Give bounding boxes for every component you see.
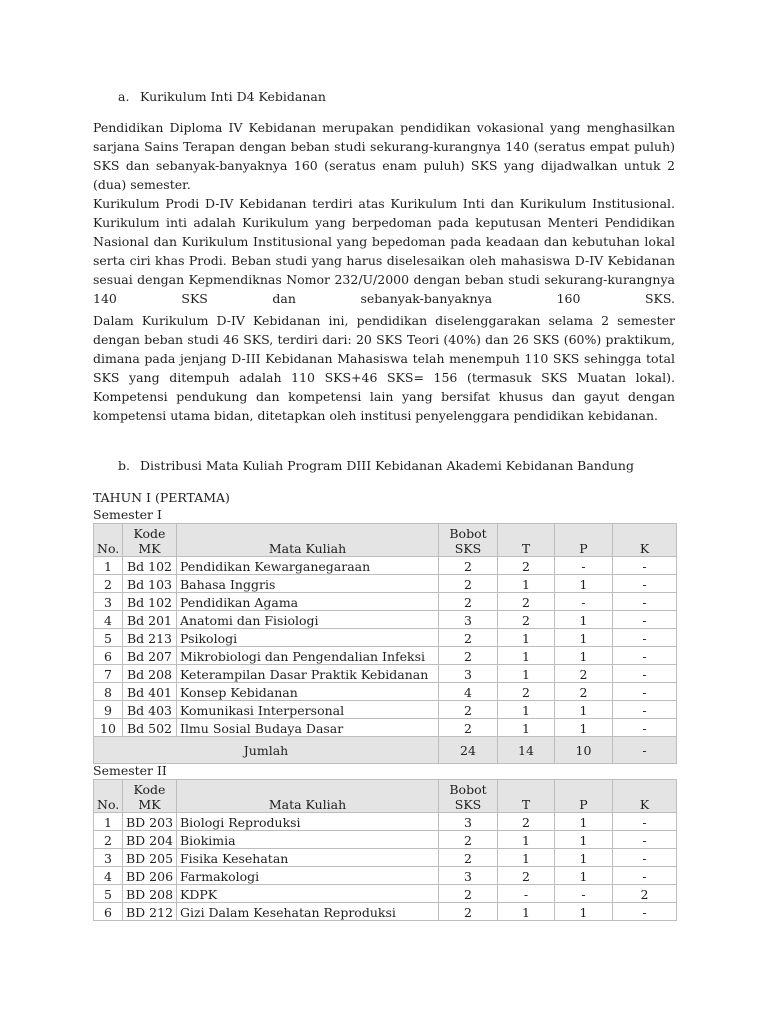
table-row: [94, 665, 677, 683]
cell-p: 1: [555, 831, 613, 849]
cell-sks: 2: [439, 903, 498, 921]
semester-1-table: [93, 523, 677, 764]
total-k: -: [613, 737, 677, 764]
cell-sks: 2: [439, 557, 498, 575]
cell-t: 2: [498, 611, 555, 629]
year-label: TAHUN I (PERTAMA): [93, 490, 230, 505]
cell-kode: BD 203: [123, 813, 177, 831]
cell-k: -: [613, 593, 677, 611]
cell-t: 1: [498, 831, 555, 849]
cell-k: -: [613, 575, 677, 593]
cell-sks: 3: [439, 867, 498, 885]
table-row: [94, 557, 677, 575]
cell-mata-kuliah: Mikrobiologi dan Pengendalian Infeksi: [177, 647, 439, 665]
cell-t: -: [498, 885, 555, 903]
cell-no: 7: [94, 665, 123, 683]
cell-p: -: [555, 557, 613, 575]
table-row: [94, 629, 677, 647]
cell-mata-kuliah: Biokimia: [177, 831, 439, 849]
cell-sks: 2: [439, 719, 498, 737]
cell-kode: Bd 102: [123, 557, 177, 575]
cell-p: 1: [555, 849, 613, 867]
cell-mata-kuliah: Ilmu Sosial Budaya Dasar: [177, 719, 439, 737]
table-row: [94, 575, 677, 593]
section-a-title: Kurikulum Inti D4 Kebidanan: [140, 89, 326, 104]
cell-p: 1: [555, 647, 613, 665]
cell-sks: 2: [439, 849, 498, 867]
cell-sks: 2: [439, 629, 498, 647]
cell-kode: Bd 208: [123, 665, 177, 683]
cell-kode: BD 204: [123, 831, 177, 849]
col-header-kode-line1: Kode: [133, 526, 166, 541]
cell-t: 2: [498, 557, 555, 575]
col-header-kode-line2: MK: [138, 541, 161, 556]
cell-p: 1: [555, 701, 613, 719]
cell-p: 1: [555, 575, 613, 593]
table-row: [94, 647, 677, 665]
cell-mata-kuliah: Konsep Kebidanan: [177, 683, 439, 701]
cell-kode: Bd 403: [123, 701, 177, 719]
cell-sks: 2: [439, 575, 498, 593]
col-header-no: No.: [94, 780, 123, 813]
col-header-mata-kuliah: Mata Kuliah: [177, 524, 439, 557]
cell-mata-kuliah: Farmakologi: [177, 867, 439, 885]
table-row: [94, 849, 677, 867]
cell-p: -: [555, 885, 613, 903]
semester-2-label: Semester II: [93, 763, 167, 778]
cell-no: 5: [94, 885, 123, 903]
total-p: 10: [555, 737, 613, 764]
col-header-kode-line1: Kode: [133, 782, 166, 797]
cell-kode: Bd 201: [123, 611, 177, 629]
table-row: [94, 701, 677, 719]
cell-no: 4: [94, 611, 123, 629]
cell-t: 1: [498, 629, 555, 647]
cell-k: -: [613, 611, 677, 629]
cell-p: 1: [555, 813, 613, 831]
col-header-mata-kuliah: Mata Kuliah: [177, 780, 439, 813]
cell-mata-kuliah: Fisika Kesehatan: [177, 849, 439, 867]
col-header-p: P: [555, 524, 613, 557]
col-header-bobot-line2: SKS: [454, 541, 482, 556]
cell-sks: 3: [439, 813, 498, 831]
cell-sks: 2: [439, 701, 498, 719]
col-header-no: No.: [94, 524, 123, 557]
cell-sks: 2: [439, 885, 498, 903]
cell-p: 1: [555, 719, 613, 737]
paragraph-2: Kurikulum Prodi D-IV Kebidanan terdiri atas Kurikulum Inti dan Kurikulum Institusional. Kurikulum inti adalah Kurikulum yang berpedoman pada keputusan Menteri Pendidikan Nasional dan Kurikulum Institusional yang bepedoman pada keadaan dan kebutuhan lokal serta ciri khas Prodi. Beban studi yang harus diselesaikan oleh mahasiswa D-IV Kebidanan sesuai dengan Kepmendiknas Nomor 232/U/2000 dengan beban studi sekurang-kurangnya 140 SKS dan sebanyak-banyaknya 160 SKS.: [93, 196, 675, 306]
cell-k: -: [613, 903, 677, 921]
cell-p: 2: [555, 683, 613, 701]
cell-p: 1: [555, 629, 613, 647]
section-b-marker: b.: [118, 458, 130, 473]
cell-mata-kuliah: KDPK: [177, 885, 439, 903]
cell-kode: BD 205: [123, 849, 177, 867]
cell-no: 10: [94, 719, 123, 737]
cell-t: 1: [498, 647, 555, 665]
cell-no: 6: [94, 647, 123, 665]
cell-k: 2: [613, 885, 677, 903]
cell-mata-kuliah: Komunikasi Interpersonal: [177, 701, 439, 719]
cell-mata-kuliah: Biologi Reproduksi: [177, 813, 439, 831]
col-header-bobot: [439, 780, 498, 813]
cell-mata-kuliah: Gizi Dalam Kesehatan Reproduksi: [177, 903, 439, 921]
paragraph-3: Dalam Kurikulum D-IV Kebidanan ini, pendidikan diselenggarakan selama 2 semester dengan beban studi 46 SKS, terdiri dari: 20 SKS Teori (40%) dan 26 SKS (60%) praktikum, dimana pada jenjang D-III Kebidanan Mahasiswa telah menempuh 110 SKS sehingga total SKS yang ditempuh adalah 110 SKS+46 SKS= 156 (termasuk SKS Muatan lokal). Kompetensi pendukung dan kompetensi lain yang bersifat khusus dan gayut dengan kompetensi utama bidan, ditetapkan oleh institusi penyelenggara pendidikan kebidanan.: [93, 313, 675, 423]
table-row: [94, 719, 677, 737]
cell-sks: 2: [439, 647, 498, 665]
cell-t: 1: [498, 575, 555, 593]
cell-no: 5: [94, 629, 123, 647]
cell-k: -: [613, 813, 677, 831]
table-header-row: [94, 524, 677, 557]
table-header-row: [94, 780, 677, 813]
cell-p: 1: [555, 903, 613, 921]
cell-sks: 3: [439, 611, 498, 629]
col-header-p: P: [555, 780, 613, 813]
cell-p: -: [555, 593, 613, 611]
cell-sks: 2: [439, 593, 498, 611]
cell-kode: Bd 103: [123, 575, 177, 593]
cell-mata-kuliah: Pendidikan Agama: [177, 593, 439, 611]
cell-no: 1: [94, 813, 123, 831]
col-header-t: T: [498, 780, 555, 813]
table-row: [94, 611, 677, 629]
cell-mata-kuliah: Anatomi dan Fisiologi: [177, 611, 439, 629]
semester-1-body: [94, 557, 677, 737]
paragraph-1: Pendidikan Diploma IV Kebidanan merupakan pendidikan vokasional yang menghasilkan sarjana Sains Terapan dengan beban studi sekurang-kurangnya 140 (seratus empat puluh) SKS dan sebanyak-banyaknya 160 (seratus enam puluh) SKS yang dijadwalkan untuk 2 (dua) semester.: [93, 120, 675, 192]
cell-kode: BD 212: [123, 903, 177, 921]
col-header-k: K: [613, 780, 677, 813]
table-row: [94, 593, 677, 611]
cell-k: -: [613, 849, 677, 867]
section-a-heading: [118, 88, 326, 105]
cell-t: 1: [498, 849, 555, 867]
cell-k: -: [613, 683, 677, 701]
cell-no: 6: [94, 903, 123, 921]
semester-2-table: [93, 779, 677, 921]
cell-k: -: [613, 831, 677, 849]
semester-1-label: Semester I: [93, 507, 162, 522]
cell-k: -: [613, 557, 677, 575]
cell-t: 2: [498, 813, 555, 831]
cell-k: -: [613, 867, 677, 885]
cell-k: -: [613, 701, 677, 719]
col-header-bobot-line2: SKS: [454, 797, 482, 812]
col-header-bobot-line1: Bobot: [449, 526, 487, 541]
col-header-kode: [123, 524, 177, 557]
table-row: [94, 885, 677, 903]
col-header-kode: [123, 780, 177, 813]
col-header-t: T: [498, 524, 555, 557]
col-header-kode-line2: MK: [138, 797, 161, 812]
section-b-heading: [118, 457, 634, 474]
total-label: Jumlah: [94, 737, 439, 764]
col-header-bobot-line1: Bobot: [449, 782, 487, 797]
cell-t: 1: [498, 701, 555, 719]
cell-mata-kuliah: Pendidikan Kewarganegaraan: [177, 557, 439, 575]
cell-t: 2: [498, 593, 555, 611]
cell-k: -: [613, 647, 677, 665]
cell-no: 1: [94, 557, 123, 575]
table-row: [94, 683, 677, 701]
section-b-title: Distribusi Mata Kuliah Program DIII Kebidanan Akademi Kebidanan Bandung: [140, 458, 634, 473]
cell-t: 1: [498, 719, 555, 737]
cell-mata-kuliah: Keterampilan Dasar Praktik Kebidanan: [177, 665, 439, 683]
cell-kode: Bd 207: [123, 647, 177, 665]
section-a-marker: a.: [118, 89, 130, 104]
table-row: [94, 831, 677, 849]
cell-kode: BD 206: [123, 867, 177, 885]
col-header-bobot: [439, 524, 498, 557]
cell-mata-kuliah: Psikologi: [177, 629, 439, 647]
cell-no: 2: [94, 575, 123, 593]
cell-kode: Bd 102: [123, 593, 177, 611]
table-row: [94, 867, 677, 885]
cell-mata-kuliah: Bahasa Inggris: [177, 575, 439, 593]
semester-2-body: [94, 813, 677, 921]
table-row: [94, 813, 677, 831]
cell-sks: 3: [439, 665, 498, 683]
cell-p: 1: [555, 611, 613, 629]
cell-kode: BD 208: [123, 885, 177, 903]
cell-no: 8: [94, 683, 123, 701]
col-header-k: K: [613, 524, 677, 557]
cell-sks: 2: [439, 831, 498, 849]
total-t: 14: [498, 737, 555, 764]
cell-k: -: [613, 629, 677, 647]
cell-no: 9: [94, 701, 123, 719]
cell-no: 4: [94, 867, 123, 885]
cell-t: 2: [498, 683, 555, 701]
cell-kode: Bd 213: [123, 629, 177, 647]
cell-t: 1: [498, 903, 555, 921]
total-row: [94, 737, 677, 764]
cell-no: 2: [94, 831, 123, 849]
cell-no: 3: [94, 593, 123, 611]
cell-kode: Bd 502: [123, 719, 177, 737]
cell-k: -: [613, 665, 677, 683]
table-row: [94, 903, 677, 921]
cell-kode: Bd 401: [123, 683, 177, 701]
cell-p: 1: [555, 867, 613, 885]
cell-t: 1: [498, 665, 555, 683]
total-sks: 24: [439, 737, 498, 764]
cell-k: -: [613, 719, 677, 737]
cell-sks: 4: [439, 683, 498, 701]
cell-p: 2: [555, 665, 613, 683]
cell-t: 2: [498, 867, 555, 885]
cell-no: 3: [94, 849, 123, 867]
